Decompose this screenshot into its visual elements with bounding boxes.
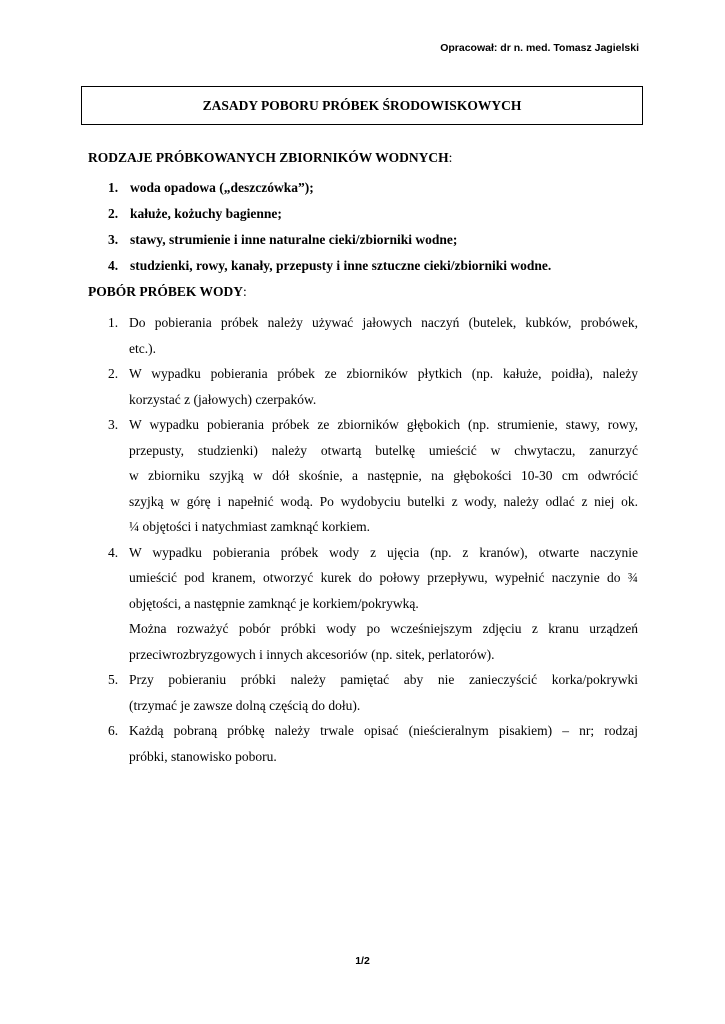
list-item — [108, 412, 638, 540]
list-item-number: 3. — [108, 417, 119, 432]
list-item-text: woda opadowa („deszczówka”); — [130, 180, 314, 195]
list-item-line: przepusty, studzienki) należy otwartą butelkę umieścić w chwytaczu, zanurzyć — [129, 442, 638, 458]
page-header-author: Opracował: dr n. med. Tomasz Jagielski — [440, 42, 639, 54]
list-item — [108, 540, 638, 668]
list-item-text: stawy, strumienie i inne naturalne cieki/zbiorniki wodne; — [130, 232, 458, 247]
list-item-line: W wypadku pobierania próbek wody z ujęcia (np. z kranów), otwarte naczynie — [129, 544, 638, 560]
list-item-number: 2. — [108, 206, 119, 221]
list-item-number: 6. — [108, 723, 119, 738]
list-item-line: próbki, stanowisko poboru. — [129, 748, 277, 764]
list-item-line: szyjką w górę i napełnić wodą. Po wydobyciu butelki z wody, należy odlać z niej ok. — [129, 493, 638, 509]
list-item — [108, 175, 551, 201]
list-item — [108, 310, 638, 361]
list-item-number: 1. — [108, 315, 119, 330]
reservoir-types-list — [108, 175, 551, 279]
list-item-line: korzystać z (jałowych) czerpaków. — [129, 391, 317, 407]
list-item — [108, 253, 551, 279]
list-item-number: 5. — [108, 672, 119, 687]
page-number: 1/2 — [355, 955, 370, 967]
list-item — [108, 718, 638, 769]
section-heading-text: POBÓR PRÓBEK WODY — [88, 284, 244, 299]
list-item-line: Każdą pobraną próbkę należy trwale opisać (nieścieralnym pisakiem) – nr; rodzaj — [129, 723, 638, 738]
list-item-line: objętości, a następnie zamknąć je korkiem/pokrywką. — [129, 595, 419, 611]
list-item-line: w zbiorniku szyjką w dół skośnie, a następnie, na głębokości 10-30 cm odwrócić — [129, 468, 638, 483]
list-item-line: etc.). — [129, 340, 156, 356]
list-item — [108, 201, 551, 227]
document-title-text: ZASADY POBORU PRÓBEK ŚRODOWISKOWYCH — [202, 97, 522, 113]
list-item-text: kałuże, kożuchy bagienne; — [130, 206, 282, 221]
list-item — [108, 361, 638, 412]
list-item-line: przeciwrozbryzgowych i innych akcesoriów (np. sitek, perlatorów). — [129, 646, 495, 662]
section-heading-text: RODZAJE PRÓBKOWANYCH ZBIORNIKÓW WODNYCH — [88, 150, 449, 165]
list-item-number: 4. — [108, 258, 119, 273]
list-item-number: 3. — [108, 232, 119, 247]
section-heading-water-sampling: POBÓR PRÓBEK WODY: — [88, 284, 247, 299]
list-item-number: 2. — [108, 366, 119, 381]
list-item-line: ¼ objętości i natychmiast zamknąć korkiem. — [129, 519, 371, 534]
list-item-line: Przy pobieraniu próbki należy pamiętać aby nie zanieczyścić korka/pokrywki — [129, 672, 638, 687]
list-item-text: studzienki, rowy, kanały, przepusty i inne sztuczne cieki/zbiorniki wodne. — [130, 258, 552, 273]
document-title — [81, 86, 643, 125]
section-heading-reservoir-types: RODZAJE PRÓBKOWANYCH ZBIORNIKÓW WODNYCH: — [88, 150, 453, 165]
list-item-line: W wypadku pobierania próbek ze zbiorników płytkich (np. kałuże, poidła), należy — [129, 366, 638, 381]
list-item — [108, 667, 638, 718]
list-item-number: 4. — [108, 544, 119, 560]
list-item-line: W wypadku pobierania próbek ze zbiorników głębokich (np. strumienie, stawy, rowy, — [129, 417, 638, 432]
list-item — [108, 227, 551, 253]
list-item-line: Można rozważyć pobór próbki wody po wcześniejszym zdjęciu z kranu urządzeń — [129, 621, 638, 636]
list-item-line: umieścić pod kranem, otworzyć kurek do połowy przepływu, wypełnić naczynie do ¾ — [129, 570, 638, 585]
sampling-rules-list — [108, 310, 638, 769]
list-item-line: (trzymać je zawsze dolną częścią do dołu). — [129, 697, 361, 713]
list-item-line: Do pobierania próbek należy używać jałowych naczyń (butelek, kubków, probówek, — [129, 315, 638, 330]
list-item-number: 1. — [108, 180, 119, 195]
